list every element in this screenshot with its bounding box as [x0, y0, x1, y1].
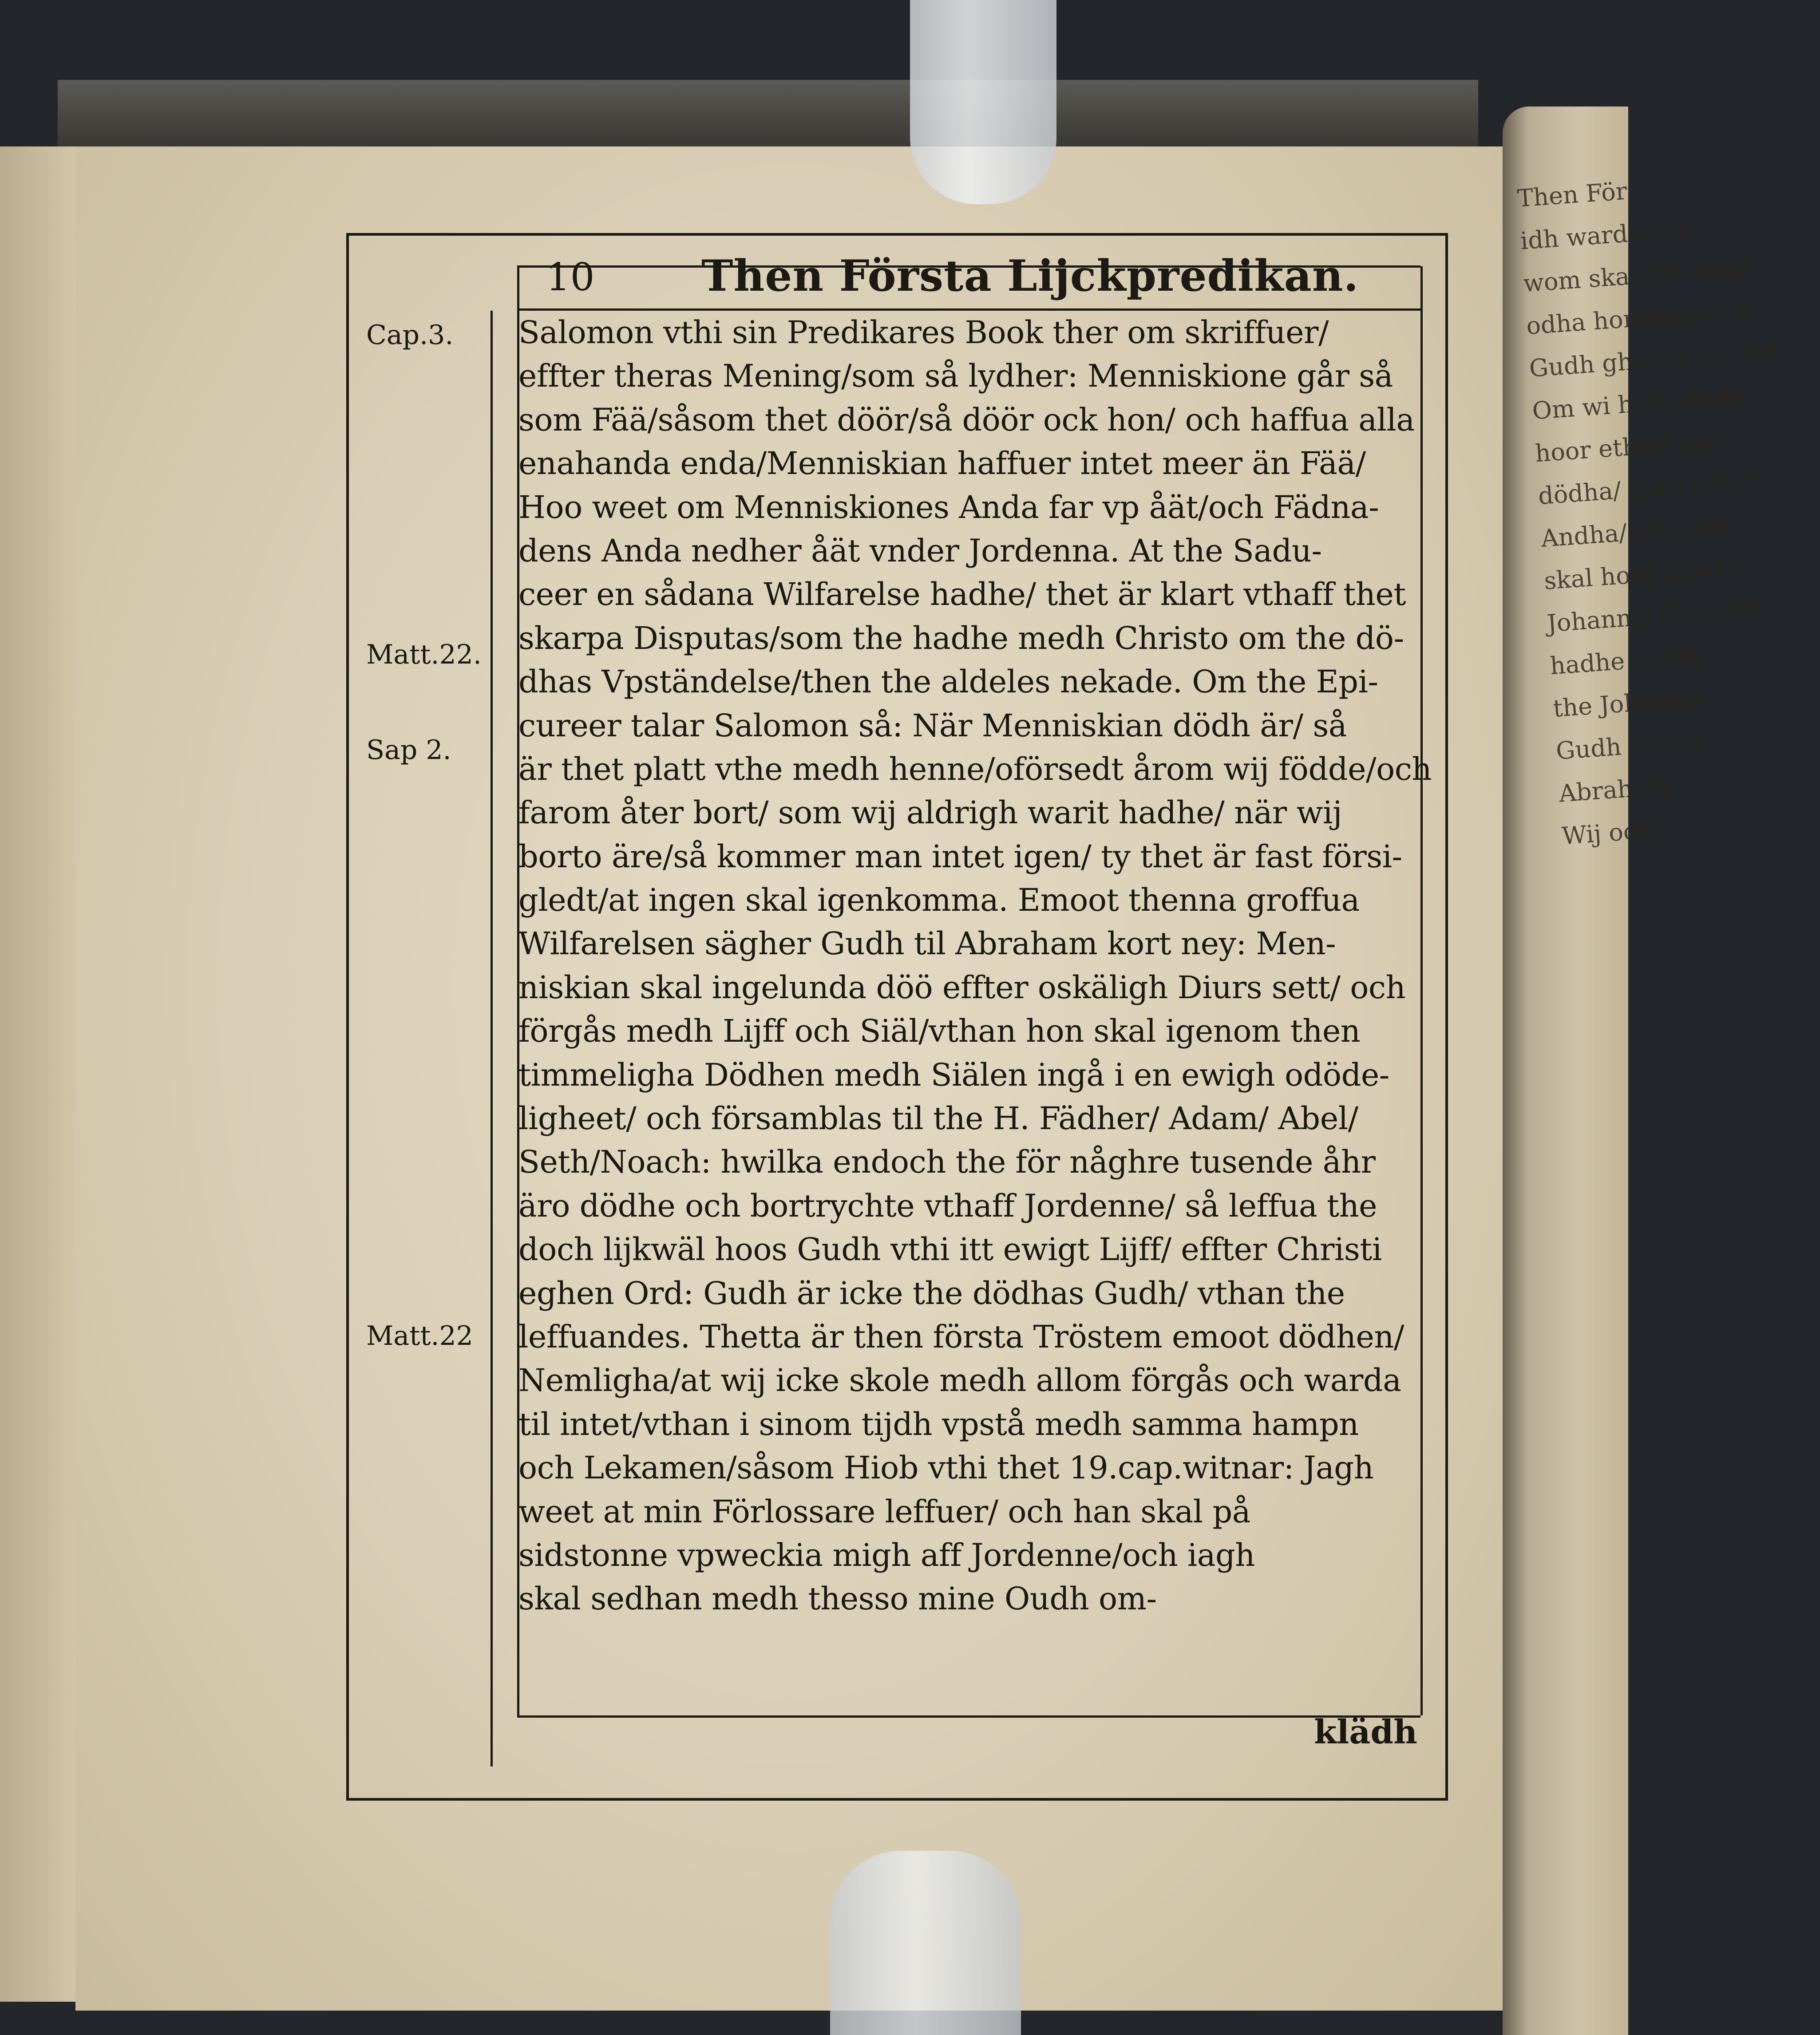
facing-line: odha honom/och in — [1525, 296, 1759, 340]
facing-line: Wij och i — [1561, 814, 1669, 850]
facing-line: skal hoor frischt — [1543, 553, 1744, 595]
text-line: gledt/at ingen skal igenkomma. Emoot thenna groffua — [518, 882, 1360, 919]
running-title: Then Första Lijckpredikan. — [701, 251, 1359, 301]
text-line: borto äre/så kommer man intet igen/ ty thet är fast försi- — [518, 838, 1402, 875]
text-line: Salomon vthi sin Predikares Book ther om skriffuer/ — [518, 314, 1329, 351]
text-line: skarpa Disputas/som the hadhe medh Christo om the dö- — [518, 620, 1404, 656]
facing-line: hoor ether/ skal — [1534, 426, 1729, 468]
text-line: förgås medh Lijff och Siäl/vthan hon skal igenom then — [518, 1013, 1361, 1050]
text-line: Seth/Noach: hwilka endoch the för någhre tusende åhr — [518, 1144, 1376, 1181]
text-line: dens Anda nedher åät vnder Jordenna. At the Sadu- — [518, 532, 1322, 569]
facing-line: Abraham — [1558, 772, 1671, 808]
text-line: farom åter bort/ som wij aldrigh warit hadhe/ när wij — [518, 794, 1342, 831]
text-line: cureer talar Salomon så: När Menniskian dödh är/ så — [518, 707, 1347, 744]
facing-line: hadhe medh — [1549, 641, 1701, 680]
facing-line: Andha/som i ed — [1540, 511, 1730, 553]
facing-line: dödha/ göra ether — [1537, 466, 1757, 510]
text-line: ceer en sådana Wilfarelse hadhe/ thet är klart vthaff thet — [518, 576, 1406, 613]
footer-rule — [517, 1715, 1420, 1718]
text-line: skal sedhan medh thesso mine Oudh om- — [518, 1581, 1157, 1617]
text-line: til intet/vthan i sinom tijdh vpstå medh samma hampn — [518, 1406, 1359, 1442]
text-line: doch lijkwäl hoos Gudh vthi itt ewigt Lijff/ effter Christi — [518, 1231, 1382, 1268]
catchword: klädh — [1314, 1713, 1417, 1751]
page-clip-top — [910, 0, 1056, 204]
facing-line: wom skal igh migh — [1522, 253, 1753, 298]
marginal-note: Cap.3. — [366, 320, 454, 351]
facing-line: the Johannis — [1552, 684, 1705, 723]
marginal-note: Matt.22 — [366, 1320, 473, 1351]
facing-page-text — [1516, 165, 1787, 857]
facing-line: idh warda/och — [1519, 215, 1694, 255]
body-text — [518, 311, 1432, 1621]
text-line: och Lekamen/såsom Hiob vthi thet 19.cap.witnar: Jagh — [518, 1450, 1374, 1486]
text-line: enahanda enda/Menniskian haffuer intet meer än Fää/ — [518, 445, 1366, 482]
text-line: niskian skal ingelunda döö effter oskäligh Diurs sett/ och — [518, 969, 1406, 1006]
text-line: eghen Ord: Gudh är icke the dödhas Gudh/ vthan the — [518, 1275, 1345, 1312]
text-line: äro dödhe och bortrychte vthaff Jordenne/ så leffua the — [518, 1187, 1377, 1224]
page-number: 10 — [546, 255, 595, 300]
facing-line: Om wi hans Ande — [1531, 382, 1746, 425]
facing-line: Gudh i flere — [1555, 727, 1701, 765]
text-line: leffuandes. Thetta är then första Tröstem emoot dödhen/ — [518, 1318, 1404, 1355]
margin-rule — [491, 311, 493, 1766]
facing-line: Then För — [1516, 177, 1628, 213]
marginal-note: Sap 2. — [366, 735, 451, 766]
text-line: är thet platt vthe medh henne/oförsedt årom wij födde/och — [518, 751, 1432, 787]
text-line: weet at min Förlossare leffuer/ och han skal på — [518, 1493, 1250, 1530]
text-line: Nemligha/at wij icke skole medh allom förgås och warda — [518, 1362, 1401, 1399]
text-line: timmeligha Dödhen medh Siälen ingå i en ewigh odöde- — [518, 1056, 1389, 1093]
text-line: sidstonne vpweckia migh aff Jordenne/och iagh — [518, 1537, 1255, 1573]
facing-line: Gudh ghen other och — [1528, 336, 1787, 383]
marginal-note: Matt.22. — [366, 639, 482, 670]
text-line: effter theras Mening/som så lydher: Menniskione går så — [518, 358, 1393, 395]
text-line: dhas Vpständelse/then the aldeles nekade. Om the Epi- — [518, 664, 1378, 700]
text-line: Wilfarelsen sägher Gudh til Abraham kort ney: Men- — [518, 925, 1336, 962]
text-line: Hoo weet om Menniskiones Anda far vp åät/och Fädna- — [518, 489, 1379, 526]
backdrop-band — [58, 80, 1478, 146]
text-line: ligheet/ och församblas til the H. Fädher/ Adam/ Abel/ — [518, 1100, 1358, 1137]
text-line: som Fää/såsom thet döör/så döör ock hon/ och haffua alla — [518, 401, 1415, 438]
page-clip-bottom — [830, 1851, 1021, 2035]
facing-line: Johannis Hadhers — [1546, 594, 1764, 638]
facing-page — [1503, 107, 1787, 2035]
